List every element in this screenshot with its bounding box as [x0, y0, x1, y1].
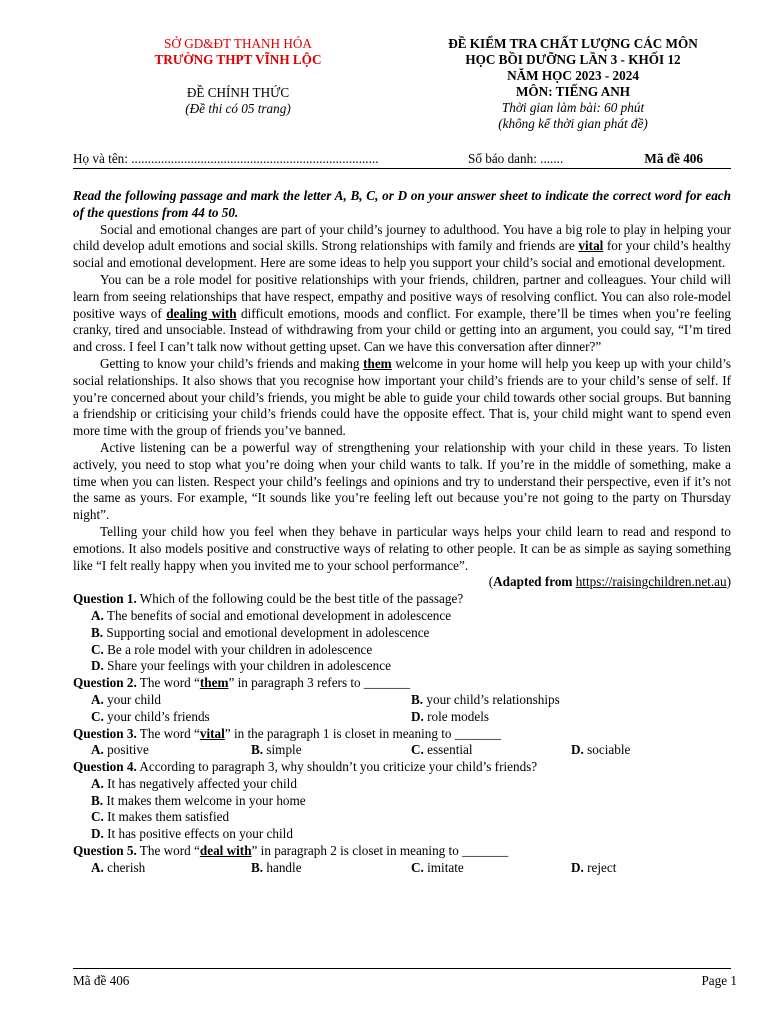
option-c: [73, 642, 731, 659]
option-c: [91, 709, 411, 726]
option-letter: A.: [91, 742, 104, 758]
option-letter: B.: [251, 742, 264, 758]
p1-text-a: Social and emotional changes are part of your child’s journey to adulthood. You have a big role to play in helping your child develop adult emotions and social skills. Strong relationships with family and friends are: [73, 221, 731, 254]
paragraph-2: [73, 272, 731, 356]
source-link[interactable]: https://raisingchildren.net.au: [575, 574, 727, 590]
option-d: [571, 742, 731, 759]
question-1: [73, 591, 731, 675]
option-text: Supporting social and emotional development in adolescence: [106, 624, 430, 640]
option-text: essential: [427, 742, 473, 758]
option-b: [411, 692, 731, 709]
option-a: [91, 860, 251, 877]
question-text-post: ” in paragraph 3 refers to _______: [228, 675, 411, 691]
question-keyword: vital: [199, 725, 225, 741]
source-label: Adapted from: [493, 574, 573, 590]
option-row: [73, 709, 731, 726]
question-keyword: deal with: [199, 843, 252, 859]
option-letter: C.: [411, 859, 424, 875]
option-letter: C.: [411, 742, 424, 758]
p1-text-b: for your child’s healthy social and emotional development. Here are some ideas to help you support your child’s social and emotional development.: [73, 238, 731, 271]
question-text-pre: The word “: [136, 675, 200, 691]
option-text: sociable: [587, 742, 631, 758]
p3-text-a: Getting to know your child’s friends and making: [100, 355, 364, 371]
p3-underlined-word: them: [363, 355, 392, 371]
option-text: simple: [266, 742, 302, 758]
candidate-info-row: [73, 151, 731, 169]
option-letter: D.: [91, 658, 104, 674]
option-text: your child’s friends: [107, 708, 210, 724]
footer-divider: [73, 968, 731, 969]
option-text: imitate: [427, 859, 464, 875]
question-text-pre: The word “: [136, 843, 200, 859]
question-label: Question 1.: [73, 591, 137, 607]
option-text: Be a role model with your children in adolescence: [107, 641, 373, 657]
option-text: role models: [427, 708, 490, 724]
exam-code: Mã đề 406: [644, 151, 703, 166]
instruction: Read the following passage and mark the letter A, B, C, or D on your answer sheet to indicate the correct word for each of the questions from 44 to 50.: [73, 188, 731, 220]
option-letter: A.: [91, 691, 104, 707]
option-letter: B.: [251, 859, 264, 875]
school-name: TRƯỜNG THPT VĨNH LỘC: [154, 52, 322, 67]
option-row: [73, 742, 731, 759]
official-label: ĐỀ CHÍNH THỨC: [186, 85, 290, 100]
option-row: [73, 692, 731, 709]
option-text: It has positive effects on your child: [107, 826, 293, 842]
option-letter: C.: [91, 708, 104, 724]
source-open-paren: (: [488, 574, 494, 590]
school-year: NĂM HỌC 2023 - 2024: [507, 68, 639, 83]
p2-underlined-phrase: dealing with: [166, 305, 237, 321]
pages-note: (Đề thi có 05 trang): [185, 101, 291, 116]
question-label: Question 5.: [73, 843, 137, 859]
subject: MÔN: TIẾNG ANH: [515, 84, 631, 99]
option-text: The benefits of social and emotional development in adolescence: [106, 607, 452, 623]
option-d: [411, 709, 731, 726]
option-text: cherish: [107, 859, 146, 875]
department-name: SỞ GD&ĐT THANH HÓA: [164, 36, 312, 51]
option-d: [73, 658, 731, 675]
question-text-post: ” in paragraph 2 is closet in meaning to _______: [251, 843, 509, 859]
question-text: Which of the following could be the best title of the passage?: [136, 591, 464, 607]
exam-body: [73, 188, 731, 877]
option-text: It has negatively affected your child: [107, 775, 297, 791]
option-letter: B.: [411, 691, 424, 707]
option-a: [91, 692, 411, 709]
option-b: [73, 793, 731, 810]
p2-text-b: difficult emotions, moods and conflict. For example, there’ll be times when you’re feeling cranky, tired and unsociable. Instead of withdrawing from your child or getting into an argument, you could say, “I’m tired and cross. I feel I can’t talk now without getting upset. Can we have this conversation after dinner?”: [73, 305, 732, 355]
question-label: Question 4.: [73, 759, 137, 775]
question-2: [73, 675, 731, 725]
option-text: your child’s relationships: [426, 691, 560, 707]
candidate-name-field: Họ và tên: ...........................................................................: [73, 151, 379, 166]
option-letter: A.: [91, 607, 104, 623]
option-b: [251, 742, 411, 759]
question-text-pre: The word “: [136, 725, 200, 741]
option-b: [73, 625, 731, 642]
option-letter: C.: [91, 809, 104, 825]
option-c: [411, 742, 571, 759]
exam-title-line2: HỌC BỒI DƯỠNG LẦN 3 - KHỐI 12: [465, 52, 681, 67]
option-letter: D.: [571, 859, 584, 875]
paragraph-1: [73, 222, 731, 272]
option-text: handle: [266, 859, 302, 875]
question-5: [73, 843, 731, 877]
question-label: Question 3.: [73, 725, 137, 741]
footer-exam-code: Mã đề 406: [73, 973, 130, 988]
option-letter: C.: [91, 641, 104, 657]
header-right: [408, 36, 738, 132]
time-note: (không kể thời gian phát đề): [498, 116, 648, 131]
option-c: [411, 860, 571, 877]
p3-text-b: welcome in your home will help you keep up with your child’s social relationships. It also shows that you recognise how important your child’s friends are to your child’s sense of self. If you’re concerned about your child’s friends, you might be able to guide your child towards other social groups. But banning a friendship or criticising your child’s friends could have the opposite effect. That is, your child might want to spend even more time with the group of friends you’ve banned.: [73, 355, 731, 439]
option-b: [251, 860, 411, 877]
question-text-post: ” in the paragraph 1 is closet in meaning to _______: [224, 725, 501, 741]
paragraph-5: Telling your child how you feel when they behave in particular ways helps your child learn to read and respond to emotions. It also models positive and constructive ways of relating to other people. It can be as simple as saying something like “I felt really happy when you invited me to your school performance”.: [73, 523, 731, 573]
exam-header: [73, 36, 731, 136]
option-letter: D.: [411, 708, 424, 724]
exam-title-line1: ĐỀ KIỂM TRA CHẤT LƯỢNG CÁC MÔN: [448, 36, 698, 51]
question-label: Question 2.: [73, 675, 137, 691]
option-row: [73, 860, 731, 877]
option-a: [91, 742, 251, 759]
header-left: [73, 36, 403, 117]
option-letter: B.: [91, 792, 104, 808]
option-a: [73, 776, 731, 793]
question-text: According to paragraph 3, why shouldn’t you criticize your child’s friends?: [136, 759, 538, 775]
option-letter: B.: [91, 624, 104, 640]
paragraph-3: [73, 356, 731, 440]
question-keyword: them: [199, 675, 229, 691]
header-divider: [73, 168, 731, 169]
option-letter: A.: [91, 775, 104, 791]
option-text: It makes them welcome in your home: [106, 792, 306, 808]
option-text: your child: [107, 691, 161, 707]
option-d: [571, 860, 731, 877]
option-text: Share your feelings with your children in adolescence: [107, 658, 391, 674]
p1-underlined-word: vital: [578, 238, 604, 254]
source-close-paren: ): [726, 574, 731, 590]
option-a: [73, 608, 731, 625]
time-limit: Thời gian làm bài: 60 phút: [501, 100, 645, 115]
option-letter: D.: [91, 826, 104, 842]
option-text: positive: [107, 742, 149, 758]
p2-text-a: You can be a role model for positive relationships with your friends, children, partner and colleagues. Your child will learn from seeing relationships that have respect, empathy and positive ways of resolving conflict. You can also role-model positive ways of: [73, 271, 731, 321]
option-letter: D.: [571, 742, 584, 758]
footer-page-number: Page 1: [701, 973, 737, 988]
source-credit: [73, 574, 731, 591]
option-text: It makes them satisfied: [107, 809, 230, 825]
option-letter: A.: [91, 859, 104, 875]
candidate-id-field: Số báo danh: .......: [468, 151, 564, 166]
option-d: [73, 826, 731, 843]
option-c: [73, 809, 731, 826]
paragraph-4: Active listening can be a powerful way of strengthening your relationship with your child in these years. To listen actively, you need to stop what you’re doing when your child wants to talk. If you’re in the middle of something, make a time when you can listen. Respect your child’s feelings and opinions and try to understand their perspective, even if it’s not the same as yours. For example, “It sounds like you’re feeling left out because you’re not going to the party on Thursday night”.: [73, 439, 731, 523]
option-text: reject: [587, 859, 617, 875]
question-4: [73, 759, 731, 843]
question-3: [73, 726, 731, 760]
